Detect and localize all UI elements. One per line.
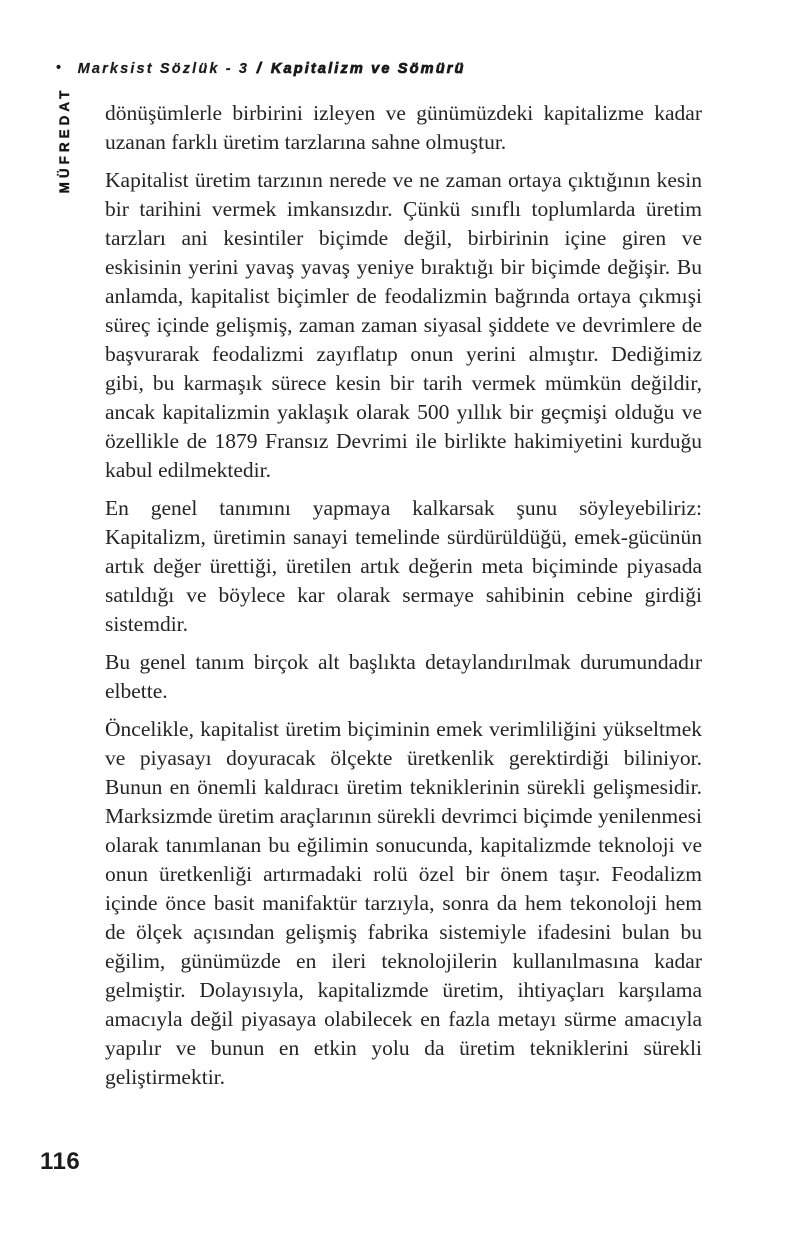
bullet-icon: • bbox=[56, 59, 62, 76]
body-paragraph: Öncelikle, kapitalist üretim biçiminin emek verimliliğini yükseltmek ve piyasayı doyuracak ölçekte üretkenlik gerektirdiği biliniyor. Bunun en önemli kaldıracı üretim tekniklerinin sürekli gelişmesidir. Marksizmde üretim araçlarının sürekli devrimci biçimde yenilenmesi olarak tanımlanan bu eğilimin sonucunda, kapitalizmde teknoloji ve onun üretkenliği artırmadaki rolü özel bir önem taşır. Feodalizm içinde önce basit manifaktür tarzıyla, sonra da hem tekonoloji hem de ölçek açısından gelişmiş fabrika sistemiyle ifadesini bulan bu eğilim, günümüzde en ileri teknolojilerin kullanılmasına kadar gelmiştir. Dolayısıyla, kapitalizmde üretim, ihtiyaçları karşılama amacıyla değil piyasaya olabilecek en fazla metayı sürme amacıyla yapılır ve bunun en etkin yolu da üretim tekniklerini sürekli geliştirmektir. bbox=[105, 717, 702, 1089]
body-text bbox=[105, 99, 702, 1101]
margin-label-mufredat: MÜFREDAT bbox=[57, 86, 72, 194]
series-title: Marksist Sözlük - 3 bbox=[77, 60, 250, 77]
page-number: 116 bbox=[40, 1148, 81, 1175]
title-separator: / bbox=[256, 60, 264, 77]
chapter-title: Kapitalizm ve Sömürü bbox=[270, 60, 466, 77]
body-paragraph: Bu genel tanım birçok alt başlıkta detaylandırılmak durumundadır elbette. bbox=[105, 650, 702, 703]
body-paragraph: Kapitalist üretim tarzının nerede ve ne zaman ortaya çıktığının kesin bir tarihini vermek imkansızdır. Çünkü sınıflı toplumlarda üretim tarzları ani kesintiler biçimde değil, birbirinin içine giren ve eskisinin yerini yavaş yavaş yeniye bıraktığı bir biçimde değişir. Bu anlamda, kapitalist biçimler de feodalizmin bağrında ortaya çıkmışi süreç içinde gelişmiş, zaman zaman siyasal şiddete ve devrimlere de başvurarak feodalizmi zayıflatıp onun yerini almıştır. Dediğimiz gibi, bu karmaşık sürece kesin bir tarih vermek mümkün değildir, ancak kapitalizmin yaklaşık olarak 500 yıllık bir geçmişi olduğu ve özellikle de 1879 Fransız Devrimi ile birlikte hakimiyetini kurduğu kabul edilmektedir. bbox=[105, 168, 702, 482]
body-paragraph: En genel tanımını yapmaya kalkarsak şunu söyleyebiliriz: Kapitalizm, üretimin sanayi temelinde sürdürüldüğü, emek-gücünün artık değer ürettiği, üretilen artık değerin meta biçiminde piyasada satıldığı ve böylece kar olarak sermaye sahibinin cebine girdiği sistemdir. bbox=[105, 496, 702, 636]
running-header bbox=[56, 60, 466, 77]
body-paragraph: dönüşümlerle birbirini izleyen ve günümüzdeki kapitalizme kadar uzanan farklı üretim tarzlarına sahne olmuştur. bbox=[105, 101, 702, 154]
